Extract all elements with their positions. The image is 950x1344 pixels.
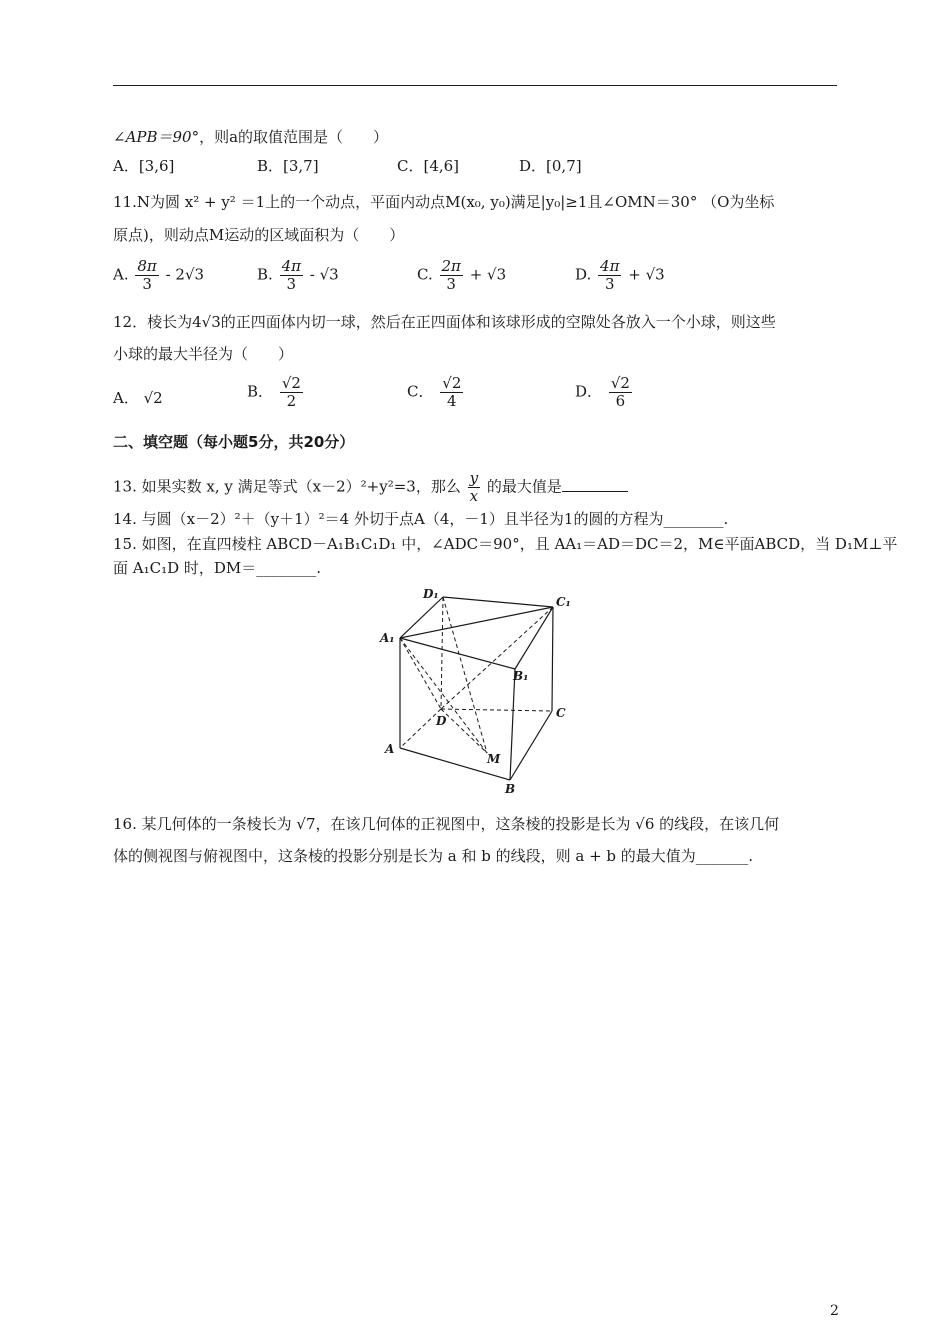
q14-line: 14. 与圆（x－2）²＋（y＋1）²＝4 外切于点A（4，－1）且半径为1的圆的方程为________. xyxy=(113,510,729,528)
q15-line2: 面 A₁C₁D 时，DM＝________. xyxy=(113,559,322,577)
edge-b1c1 xyxy=(515,607,553,669)
label-a1: A₁ xyxy=(380,631,395,645)
q11-option-a: A. $\frac{8\pi}{3}$ - 2√3 xyxy=(113,257,205,293)
q13-blank xyxy=(562,477,628,492)
edge-dm xyxy=(441,709,487,753)
q13-line: 13. 如果实数 x, y 满足等式（x－2）²+y²=3，那么 $\frac{y}{x}$ 的最大值是 xyxy=(113,470,628,505)
edge-da xyxy=(400,709,441,748)
edge-c1c xyxy=(552,607,553,711)
label-c: C xyxy=(556,706,566,720)
edge-a1c1 xyxy=(400,607,553,638)
q10-option-b: B．[3,7] xyxy=(257,157,319,175)
q11-line2: 原点)，则动点M运动的区域面积为（ ） xyxy=(113,226,405,244)
prism-diagram xyxy=(375,585,580,800)
q12-option-d: D． $\frac{√2}{6}$ xyxy=(575,374,630,410)
edge-d1d xyxy=(441,597,443,709)
edge-d1m xyxy=(443,597,487,753)
label-d: D xyxy=(436,714,447,728)
prism-figure xyxy=(375,585,580,800)
q11-option-b: B. $\frac{4\pi}{3}$ - √3 xyxy=(257,257,339,293)
edge-d1c1 xyxy=(443,597,553,607)
q11-line1: 11.N为圆 x² + y² ＝1上的一个动点，平面内动点M(x₀, y₀)满足|y₀|≥1且∠OMN＝30° （O为坐标 xyxy=(113,193,775,211)
edge-c1d xyxy=(441,607,553,709)
edge-a1d xyxy=(400,638,441,709)
q16-line2: 体的侧视图与俯视图中，这条棱的投影分别是长为 a 和 b 的线段，则 a + b 的最大值为_______. xyxy=(113,847,754,865)
q11-option-c: C. $\frac{2\pi}{3}$ + √3 xyxy=(417,257,507,293)
q10-option-c: C．[4,6] xyxy=(397,157,460,175)
label-c1: C₁ xyxy=(556,595,571,609)
edge-b1b xyxy=(510,669,515,780)
q10-option-a: A．[3,6] xyxy=(113,157,175,175)
q12-line2: 小球的最大半径为（ ） xyxy=(113,345,294,363)
label-b: B xyxy=(505,782,516,796)
q15-line1: 15. 如图，在直四棱柱 ABCD－A₁B₁C₁D₁ 中，∠ADC＝90°，且 AA₁＝AD＝DC＝2，M∈平面ABCD，当 D₁M⊥平 xyxy=(113,535,898,553)
q11-option-d: D. $\frac{4\pi}{3}$ + √3 xyxy=(575,257,665,293)
edge-bc xyxy=(510,711,552,780)
page-number: 2 xyxy=(830,1303,839,1319)
edge-d1a1 xyxy=(400,597,443,638)
edge-dc xyxy=(441,709,552,711)
q12-line1: 12．棱长为4√3的正四面体内切一球，然后在正四面体和该球形成的空隙处各放入一个小球，则这些 xyxy=(113,313,776,331)
q12-option-a: A． √2 xyxy=(113,389,163,407)
label-d1: D₁ xyxy=(423,587,439,601)
q12-option-c: C． $\frac{√2}{4}$ xyxy=(407,374,462,410)
edge-a1b1 xyxy=(400,638,515,669)
q10-option-d: D．[0,7] xyxy=(519,157,582,175)
q10-tail-line: ∠APB＝90°，则a的取值范围是（ ） xyxy=(113,128,389,146)
label-a: A xyxy=(385,742,395,756)
q12-option-b: B． $\frac{√2}{2}$ xyxy=(247,374,301,410)
q16-line1: 16. 某几何体的一条棱长为 √7，在该几何体的正视图中，这条棱的投影是长为 √6 的线段，在该几何 xyxy=(113,815,780,833)
label-b1: B₁ xyxy=(513,669,529,683)
label-m: M xyxy=(487,752,501,766)
header-rule xyxy=(113,85,837,86)
section-heading: 二、填空题（每小题5分，共20分） xyxy=(113,433,355,451)
